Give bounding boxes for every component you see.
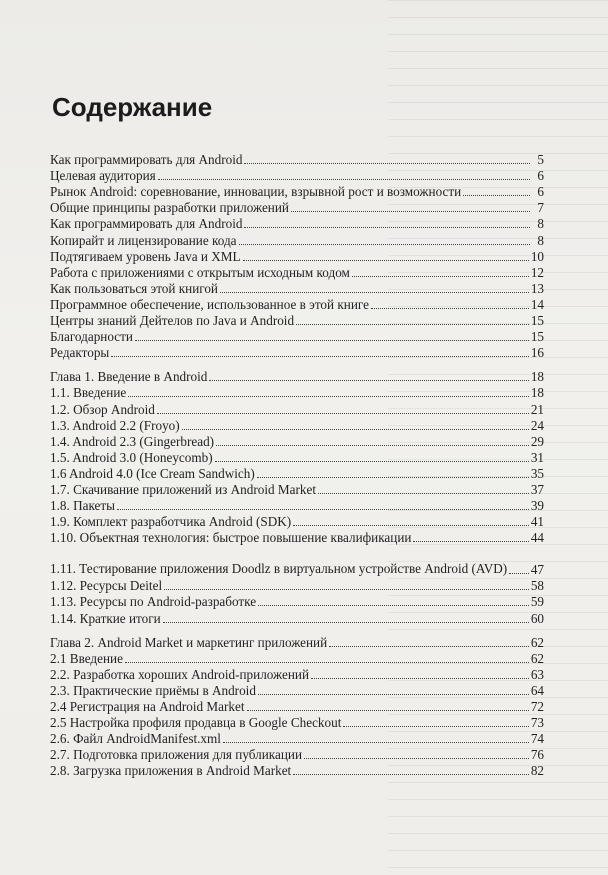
- toc-entry-title: Работа с приложениями с открытым исходным кодом: [50, 264, 350, 280]
- toc-entry-title: Копирайт и лицензирование кода: [50, 232, 237, 248]
- toc-entry-title: 1.11. Тестирование приложения Doodlz в виртуальном устройстве Android (AVD): [50, 561, 508, 577]
- toc-entry-title: 1.9. Комплект разработчика Android (SDK): [50, 514, 292, 530]
- toc-entry: [50, 296, 544, 312]
- toc-page-number: 60: [530, 610, 544, 626]
- toc-page-number: 35: [530, 465, 544, 481]
- toc-page-number: 29: [530, 433, 544, 449]
- toc-entry-title: Подтягиваем уровень Java и XML: [50, 248, 241, 264]
- toc-leader-dots: [216, 445, 529, 446]
- toc-entry-title: Целевая аудитория: [50, 168, 156, 184]
- toc-leader-dots: [164, 589, 529, 590]
- toc-page-number: 62: [530, 650, 544, 666]
- table-of-contents: [50, 151, 544, 778]
- toc-entry: [50, 513, 544, 529]
- toc-entry-title: Глава 2. Android Market и маркетинг приложений: [50, 634, 328, 650]
- toc-entry-title: 2.8. Загрузка приложения в Android Market: [50, 763, 292, 779]
- toc-page-number: 15: [530, 329, 544, 345]
- toc-entry-title: 1.8. Пакеты: [50, 498, 116, 514]
- toc-leader-dots: [239, 244, 530, 245]
- toc-entry-title: Рынок Android: соревнование, инновации, взрывной рост и возможности: [50, 184, 462, 200]
- toc-entry-title: 1.10. Объектная технология: быстрое повышение квалификации: [50, 530, 412, 546]
- toc-leader-dots: [247, 710, 529, 711]
- page-title: Содержание: [52, 92, 213, 122]
- toc-entry-title: Программное обеспечение, использованное в этой книге: [50, 296, 369, 312]
- toc-entry: [50, 183, 544, 199]
- toc-leader-dots: [371, 308, 529, 309]
- toc-entry-title: Общие принципы разработки приложений: [50, 200, 289, 216]
- toc-entry-title: 2.4 Регистрация на Android Market: [50, 699, 245, 714]
- toc-leader-dots: [125, 662, 529, 663]
- toc-entry: [50, 481, 544, 497]
- toc-leader-dots: [352, 276, 529, 277]
- toc-page-number: 6: [537, 184, 544, 200]
- toc-page-number: 73: [530, 715, 544, 731]
- toc-page-number: 15: [530, 313, 544, 329]
- toc-entry: [50, 312, 544, 328]
- toc-page-number: 18: [530, 385, 544, 401]
- toc-entry: [50, 698, 544, 714]
- toc-leader-dots: [220, 292, 529, 293]
- toc-page-number: 6: [537, 168, 544, 184]
- toc-entry: [50, 593, 544, 609]
- toc-leader-dots: [304, 758, 529, 759]
- toc-entry-title: 2.3. Практические приёмы в Android: [50, 682, 256, 698]
- toc-entry: [50, 151, 544, 167]
- toc-page-number: 14: [530, 296, 544, 312]
- toc-entry: [50, 368, 544, 384]
- toc-leader-dots: [163, 622, 529, 623]
- toc-entry: [50, 682, 544, 698]
- toc-entry: [50, 215, 544, 231]
- toc-leader-dots: [128, 396, 529, 397]
- toc-entry: [50, 666, 544, 682]
- toc-entry-title: 2.5 Настройка профиля продавца в Google Checkout: [50, 715, 342, 731]
- toc-entry-title: 1.1. Введение: [50, 385, 127, 401]
- toc-leader-dots: [311, 678, 529, 679]
- toc-page-number: 7: [537, 200, 544, 216]
- toc-entry: [50, 650, 544, 666]
- toc-leader-dots: [215, 461, 529, 462]
- toc-entry: [50, 199, 544, 215]
- toc-entry: [50, 449, 544, 465]
- toc-entry-title: 1.2. Обзор Android: [50, 401, 155, 417]
- toc-leader-dots: [243, 260, 529, 261]
- toc-leader-dots: [293, 525, 529, 526]
- toc-entry: [50, 529, 544, 545]
- toc-page-number: 31: [530, 449, 544, 465]
- toc-entry-title: 1.3. Android 2.2 (Froyo): [50, 417, 180, 433]
- toc-entry: [50, 167, 544, 183]
- toc-page-number: 82: [530, 763, 544, 779]
- toc-page-number: 37: [530, 481, 544, 497]
- toc-entry-title: 1.5. Android 3.0 (Honeycomb): [50, 449, 213, 465]
- toc-entry: [50, 417, 544, 433]
- toc-leader-dots: [157, 413, 529, 414]
- toc-leader-dots: [258, 605, 529, 606]
- toc-page-number: 41: [530, 514, 544, 530]
- toc-page-number: 10: [530, 248, 544, 264]
- toc-leader-dots: [509, 573, 529, 574]
- toc-leader-dots: [343, 726, 528, 727]
- toc-page-number: 59: [530, 594, 544, 610]
- toc-page-number: 64: [530, 682, 544, 698]
- toc-entry-title: 1.7. Скачивание приложений из Android Market: [50, 481, 316, 497]
- toc-page-number: 12: [530, 264, 544, 280]
- toc-leader-dots: [182, 429, 529, 430]
- toc-entry: [50, 344, 544, 360]
- toc-page-number: 16: [530, 345, 544, 361]
- toc-page-number: 63: [530, 666, 544, 682]
- toc-leader-dots: [296, 324, 529, 325]
- toc-page-number: 5: [537, 152, 544, 168]
- toc-entry-title: Как пользоваться этой книгой: [50, 280, 218, 296]
- toc-entry-title: 2.7. Подготовка приложения для публикации: [50, 747, 302, 763]
- toc-entry-title: 1.14. Краткие итоги: [50, 610, 161, 626]
- toc-entry-title: 1.6 Android 4.0 (Ice Cream Sandwich): [50, 465, 255, 481]
- toc-entry: [50, 280, 544, 296]
- toc-entry-title: 2.6. Файл AndroidManifest.xml: [50, 731, 221, 747]
- toc-entry: [50, 497, 544, 513]
- toc-page-number: 8: [537, 216, 544, 232]
- toc-leader-dots: [291, 211, 530, 212]
- toc-entry: [50, 231, 544, 247]
- toc-leader-dots: [258, 694, 529, 695]
- toc-entry: [50, 465, 544, 481]
- toc-entry-title: 1.13. Ресурсы по Android-разработке: [50, 594, 257, 610]
- toc-entry-title: Центры знаний Дейтелов по Java и Android: [50, 313, 295, 329]
- toc-leader-dots: [329, 646, 529, 647]
- toc-entry: [50, 400, 544, 416]
- toc-page-number: 21: [530, 401, 544, 417]
- toc-entry-title: 2.2. Разработка хороших Android-приложений: [50, 666, 310, 682]
- toc-leader-dots: [257, 477, 529, 478]
- toc-leader-dots: [244, 227, 530, 228]
- toc-leader-dots: [117, 509, 529, 510]
- toc-entry-title: 2.1 Введение: [50, 650, 123, 666]
- toc-page-number: 74: [530, 731, 544, 747]
- toc-entry: [50, 714, 544, 730]
- toc-entry-title: Благодарности: [50, 329, 133, 345]
- toc-page-number: 13: [530, 280, 544, 296]
- toc-page-number: 44: [530, 530, 544, 546]
- toc-entry: [50, 384, 544, 400]
- toc-entry: [50, 328, 544, 344]
- toc-page-number: 72: [530, 699, 544, 714]
- toc-leader-dots: [223, 742, 529, 743]
- toc-leader-dots: [244, 163, 530, 164]
- toc-entry-title: Глава 1. Введение в Android: [50, 369, 208, 385]
- toc-leader-dots: [135, 340, 529, 341]
- toc-entry: [50, 545, 544, 577]
- toc-leader-dots: [111, 356, 529, 357]
- toc-entry: [50, 730, 544, 746]
- toc-page-number: 18: [530, 369, 544, 385]
- toc-page-number: 62: [530, 634, 544, 650]
- toc-leader-dots: [318, 493, 529, 494]
- toc-entry-title: Как программировать для Android: [50, 216, 243, 232]
- toc-page-number: 76: [530, 747, 544, 763]
- toc-entry-title: 1.12. Ресурсы Deitel: [50, 578, 163, 594]
- toc-leader-dots: [413, 541, 528, 542]
- toc-entry: [50, 634, 544, 650]
- toc-entry: [50, 746, 544, 762]
- toc-entry-title: Как программировать для Android: [50, 152, 243, 168]
- toc-entry: [50, 762, 544, 778]
- toc-entry: [50, 609, 544, 625]
- toc-entry: [50, 433, 544, 449]
- toc-page-number: 58: [530, 578, 544, 594]
- toc-entry: [50, 264, 544, 280]
- toc-page-number: 39: [530, 498, 544, 514]
- toc-entry-title: 1.4. Android 2.3 (Gingerbread): [50, 433, 215, 449]
- toc-leader-dots: [293, 774, 529, 775]
- toc-leader-dots: [209, 380, 528, 381]
- toc-leader-dots: [158, 179, 530, 180]
- toc-entry: [50, 577, 544, 593]
- toc-page-number: 24: [530, 417, 544, 433]
- toc-entry: [50, 248, 544, 264]
- toc-entry-title: Редакторы: [50, 345, 110, 361]
- toc-page-number: 8: [537, 232, 544, 248]
- toc-page-number: 47: [530, 562, 544, 578]
- toc-leader-dots: [463, 195, 530, 196]
